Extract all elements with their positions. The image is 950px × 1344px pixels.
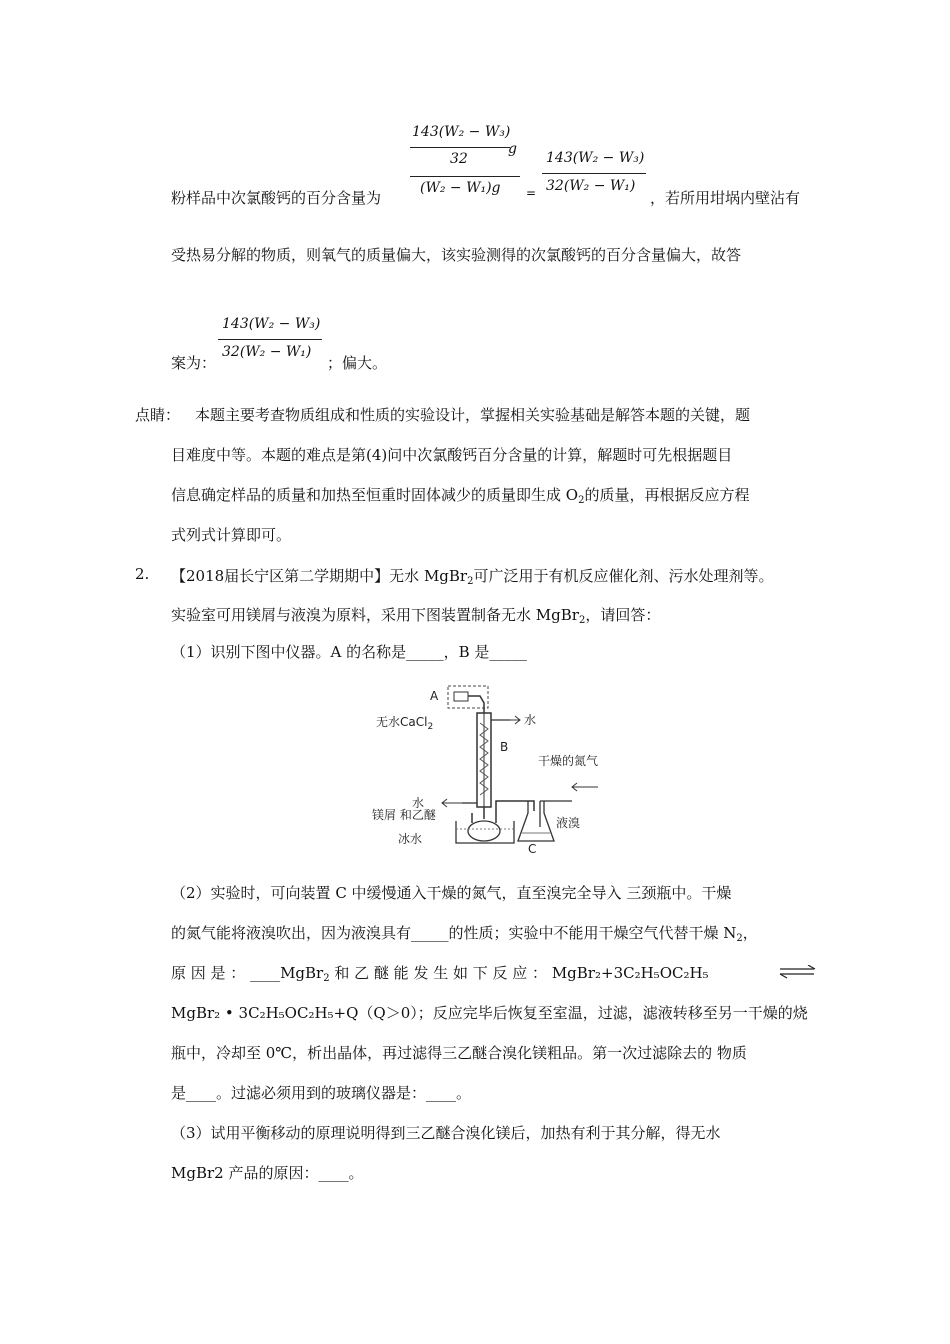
label-water-in: 水 xyxy=(412,796,425,810)
answer-final-prefix: 案为： xyxy=(171,354,217,372)
comment-line3: 信息确定样品的质量和加热至恒重时固体减少的质量即生成 $O_2$的质量，再根据反应方程 xyxy=(171,486,750,506)
frac1-denominator: (W₂ − W₁)g xyxy=(420,180,501,196)
q2-part1: （1）识别下图中仪器。A 的名称是_____，B 是_____ xyxy=(171,643,527,661)
equals-sign: = xyxy=(526,186,537,200)
label-b: B xyxy=(500,740,509,754)
q2-part3-line1: （3）试用平衡移动的原理说明得到三乙醚合溴化镁后，加热有利于其分解，得无水 xyxy=(171,1124,721,1142)
label-c: C xyxy=(528,842,537,853)
final-denominator: 32(W₂ − W₁) xyxy=(222,344,312,360)
final-frac-line xyxy=(218,339,322,340)
answer-final-suffix: ；偏大。 xyxy=(327,354,388,372)
drying-tube xyxy=(454,692,468,701)
frac2-numerator: 143(W₂ − W₃) xyxy=(546,150,645,166)
frac1-inner-denominator: 32 xyxy=(450,151,468,167)
frac1-inner-line xyxy=(410,147,510,148)
label-cacl2: 无水CaCl$_2$ xyxy=(376,715,434,732)
label-ice-water: 冰水 xyxy=(398,832,423,846)
comment-label: 点睛： xyxy=(135,406,181,424)
three-neck-flask xyxy=(468,821,500,841)
frac2-line xyxy=(542,173,646,174)
frac1-inner-numerator: 143(W₂ − W₃) xyxy=(412,124,511,140)
comment-line4: 式列式计算即可。 xyxy=(171,526,292,544)
q2-part2-line2: 的氮气能将液溴吹出，因为液溴具有_____的性质；实验中不能用干燥空气代替干燥 $N_2$， xyxy=(171,924,758,944)
q2-part2-line4: MgBr₂ • 3C₂H₅OC₂H₅+Q（Q＞0）；反应完毕后恢复至室温，过滤，滤液转移至另一干燥的烧 xyxy=(171,1004,808,1022)
q2-part2-line5: 瓶中，冷却至 0℃，析出晶体，再过滤得三乙醚合溴化镁粗品。第一次过滤除去的 物质 xyxy=(171,1044,747,1062)
label-mg-ether: 镁屑 和乙醚 xyxy=(372,808,436,822)
ice-bath xyxy=(456,821,514,843)
frac1-main-line xyxy=(410,176,520,177)
q2-line1: 【2018届长宁区第二学期期中】无水 MgBr$_2$可广泛用于有机反应催化剂、污水处理剂等。 xyxy=(171,567,774,587)
frac1-g-unit: g xyxy=(508,141,517,157)
conical-flask-c xyxy=(518,801,554,841)
q2-part2-line3: 原 因 是 ： ____MgBr$_2$ 和 乙 醚 能 发 生 如 下 反 应 ： MgBr₂+3C₂H₅OC₂H₅ xyxy=(171,964,709,984)
answer-suffix-text: ，若所用坩埚内壁沾有 xyxy=(650,189,801,207)
equilibrium-arrows xyxy=(778,965,818,979)
q2-part2-line1: （2）实验时，可向装置 C 中缓慢通入干燥的氮气，直至溴完全导入 三颈瓶中。干燥 xyxy=(171,884,732,902)
final-numerator: 143(W₂ − W₃) xyxy=(222,316,321,332)
frac2-denominator: 32(W₂ − W₁) xyxy=(546,178,636,194)
label-a: A xyxy=(430,689,439,703)
label-water-out: 水 xyxy=(524,713,537,727)
apparatus-diagram xyxy=(372,683,616,853)
answer-prefix-text: 粉样品中次氯酸钙的百分含量为 xyxy=(171,189,382,207)
q2-part3-line2: MgBr2 产品的原因：____。 xyxy=(171,1164,364,1182)
label-liquid-bromine: 液溴 xyxy=(556,816,581,830)
drying-tube-bend xyxy=(468,696,484,713)
comment-line1: 本题主要考查物质组成和性质的实验设计，掌握相关实验基础是解答本题的关键，题 xyxy=(195,406,751,424)
label-dry-nitrogen: 干燥的氮气 xyxy=(538,754,599,768)
q2-line2: 实验室可用镁屑与液溴为原料，采用下图装置制备无水 MgBr$_2$，请回答： xyxy=(171,606,661,626)
q2-part2-line6: 是____。过滤必须用到的玻璃仪器是：____。 xyxy=(171,1084,472,1102)
question-number: 2. xyxy=(135,565,150,583)
comment-line2: 目难度中等。本题的难点是第(4)问中次氯酸钙百分含量的计算，解题时可先根据题目 xyxy=(171,446,733,464)
answer-line2: 受热易分解的物质，则氧气的质量偏大，该实验测得的次氯酸钙的百分含量偏大，故答 xyxy=(171,246,742,264)
